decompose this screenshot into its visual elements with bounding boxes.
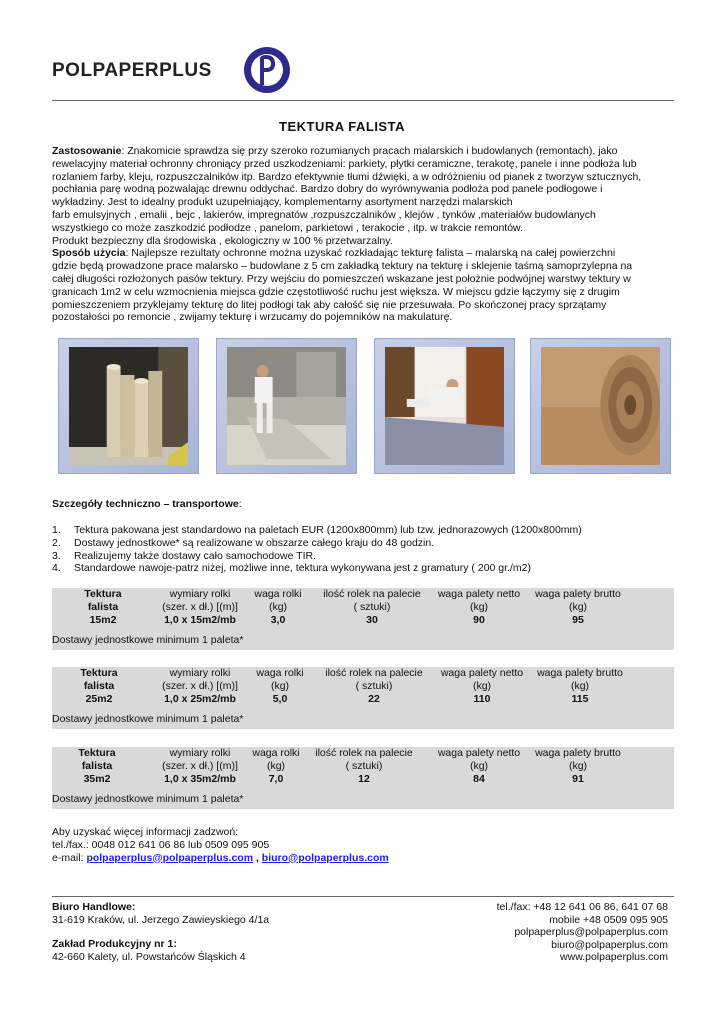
photo-cardboard-rolls [58,338,199,474]
col-net-weight: waga palety netto (kg) 84 [437,747,521,785]
email-link-biuro[interactable]: biuro@polpaperplus.com [261,851,389,864]
sposob-line-4: pomieszczeniem przyklejamy tekturę do litej podłogi tak aby całość się nie przesuwała. Po skończonej pracy sprzątamy [52,298,607,311]
email-link-polpaperplus[interactable]: polpaperplus@polpaperplus.com [86,851,254,864]
footer-email-1: polpaperplus@polpaperplus.com [514,926,668,939]
page-title: TEKTURA FALISTA [279,119,405,134]
footer-tel: tel./fax: +48 12 641 06 86, 641 07 68 [496,901,668,913]
list-item: 2. Dostawy jednostkowe* są realizowane w obszarze całego kraju do 48 godzin. [52,536,435,549]
sposob-line-1: gdzie będą prowadzone prace malarsko – budowlane z 5 cm zakładką tektury na tekturę i sklejenie taśmą samoprzylepna na [52,260,633,273]
col-rolls-per-pallet: ilość rolek na palecie ( sztuki) 30 [323,588,421,626]
spec-table-35m2 [52,747,674,809]
contact-info [52,826,389,864]
contact-emails: e-mail: polpaperplus@polpaperplus.com , biuro@polpaperplus.com [52,851,389,864]
footer-mobile: mobile +48 0509 095 905 [549,913,668,926]
plant-address: 42-660 Kalety, ul. Powstańców Śląskich 4 [52,950,246,963]
zastosowanie-line-4: wykładziny. Jest to idealny produkt uzupełniający, komplementarny asortyment narzędzi malarskich [52,196,513,209]
col-dimensions: wymiary rolki (szer. x dł.) [(m)] 1,0 x 25m2/mb [162,667,238,705]
footer-contacts [497,901,668,964]
col-net-weight: waga palety netto (kg) 90 [437,588,521,626]
zastosowanie-line-6: wszystkiego co może zaszkodzić podłodze , panelom, parkietowi , terakocie , itp. w trakcie remontów. [52,221,523,234]
photo-corrugated-roll [530,338,671,474]
company-logo-icon [242,45,292,95]
table-note: Dostawy jednostkowe minimum 1 paleta* [52,713,244,725]
zastosowanie-line-0: Zastosowanie: Znakomicie sprawdza się przy szeroko rozumianych pracach malarskich i budowlanych (remontach), jako [52,145,618,157]
list-item: 3. Realizujemy także dostawy cało samochodowe TIR. [52,549,316,562]
col-dimensions: wymiary rolki (szer. x dł.) [(m)] 1,0 x 15m2/mb [162,588,238,626]
table-note: Dostawy jednostkowe minimum 1 paleta* [52,793,244,805]
sposob-label: Sposób użycia [52,247,126,260]
zastosowanie-line-5: farb emulsyjnych , emalii , bejc , lakierów, impregnatów ,rozpuszczalników , klejów , tynków ,materiałów budowlanych [52,208,596,221]
sposob-line-3: granicach 1m2 w celu wzmocnienia miejsca gdzie częstotliwość ruchu jest większa. W miejscu gdzie łączymy się z drugim [52,285,620,298]
photo-worker-laying [374,338,515,474]
intro-text [52,145,672,324]
details-list [52,524,672,575]
photo-worker-unrolling [216,338,357,474]
spec-table-25m2 [52,667,674,729]
plant-label: Zakład Produkcyjny nr 1: [52,938,177,951]
office-label: Biuro Handlowe: [52,901,136,913]
col-product: Tektura falista 25m2 [80,667,118,705]
col-roll-weight: waga rolki (kg) 5,0 [256,667,304,705]
col-gross-weight: waga palety brutto (kg) 95 [535,588,621,626]
sposob-line-0: Sposób użycia: Najlepsze rezultaty ochronne można uzyskać rozkładając tekturę falista – malarską na całej powierzchni [52,247,616,260]
company-logo-text: POLPAPERPLUS [52,60,212,81]
list-item: 1. Tektura pakowana jest standardowo na paletach EUR (1200x800mm) lub tzw. jednorazowych (1200x800mm) [52,524,582,536]
spec-table-15m2 [52,588,674,650]
sposob-line-2: całej długości rozłożonych pasów tektury. Przy wejściu do pomieszczeń wskazane jest położnie podwójnej warstwy tektury w [52,272,631,285]
zastosowanie-line-2: rozlaniem farby, kleju, rozpuszczalników itp. Bardzo efektywnie tłumi dźwięki, a w odróżnieniu od pianek z tworzyw sztucznych, [52,170,642,183]
col-roll-weight: waga rolki (kg) 7,0 [252,747,300,785]
list-item: 4. Standardowe nawoje-patrz niżej, możliwe inne, tektura wykonywana jest z gramatury ( 200 gr./m2) [52,562,531,575]
col-roll-weight: waga rolki (kg) 3,0 [254,588,302,626]
contact-phone: tel./fax.: 0048 012 641 06 86 lub 0509 095 905 [52,838,270,851]
col-gross-weight: waga palety brutto (kg) 91 [535,747,621,785]
table-note: Dostawy jednostkowe minimum 1 paleta* [52,634,244,646]
zastosowanie-line-1: rewelacyjny materiał ochronny chroniący przed uszkodzeniami: parkiety, płytki ceramiczne, terakotę, panele i inne podłoża lub [52,157,637,170]
col-rolls-per-pallet: ilość rolek na palecie ( sztuki) 12 [315,747,413,785]
office-address: 31-619 Kraków, ul. Jerzego Zawieyskiego 4/1a [52,913,270,926]
zastosowanie-line-7: Produkt bezpieczny dla środowiska , ekologiczny w 100 % przetwarzalny. [52,234,393,247]
col-rolls-per-pallet: ilość rolek na palecie ( sztuki) 22 [325,667,423,705]
col-product: Tektura falista 35m2 [78,747,116,785]
col-net-weight: waga palety netto (kg) 110 [440,667,524,705]
sposob-line-5: pozostałości po remoncie , zwijamy tekturę i wrzucamy do pojemników na makulaturę. [52,311,453,324]
footer-www: www.polpaperplus.com [560,951,668,964]
col-gross-weight: waga palety brutto (kg) 115 [537,667,623,705]
footer-addresses [52,901,269,963]
zastosowanie-label: Zastosowanie [52,145,122,157]
details-heading: Szczegóły techniczno – transportowe: [52,498,242,510]
footer-divider [52,896,674,897]
col-dimensions: wymiary rolki (szer. x dł.) [(m)] 1,0 x 35m2/mb [162,747,238,785]
footer-email-2: biuro@polpaperplus.com [551,938,668,951]
zastosowanie-line-3: pochłania parę wodną pozwalając drewnu oddychać. Bardzo dobry do wyrównywania podłoża pod panele podłogowe i [52,183,603,196]
contact-line-1: Aby uzyskać więcej informacji zadzwoń: [52,826,239,838]
col-product: Tektura falista 15m2 [84,588,122,626]
header-divider [52,100,674,101]
